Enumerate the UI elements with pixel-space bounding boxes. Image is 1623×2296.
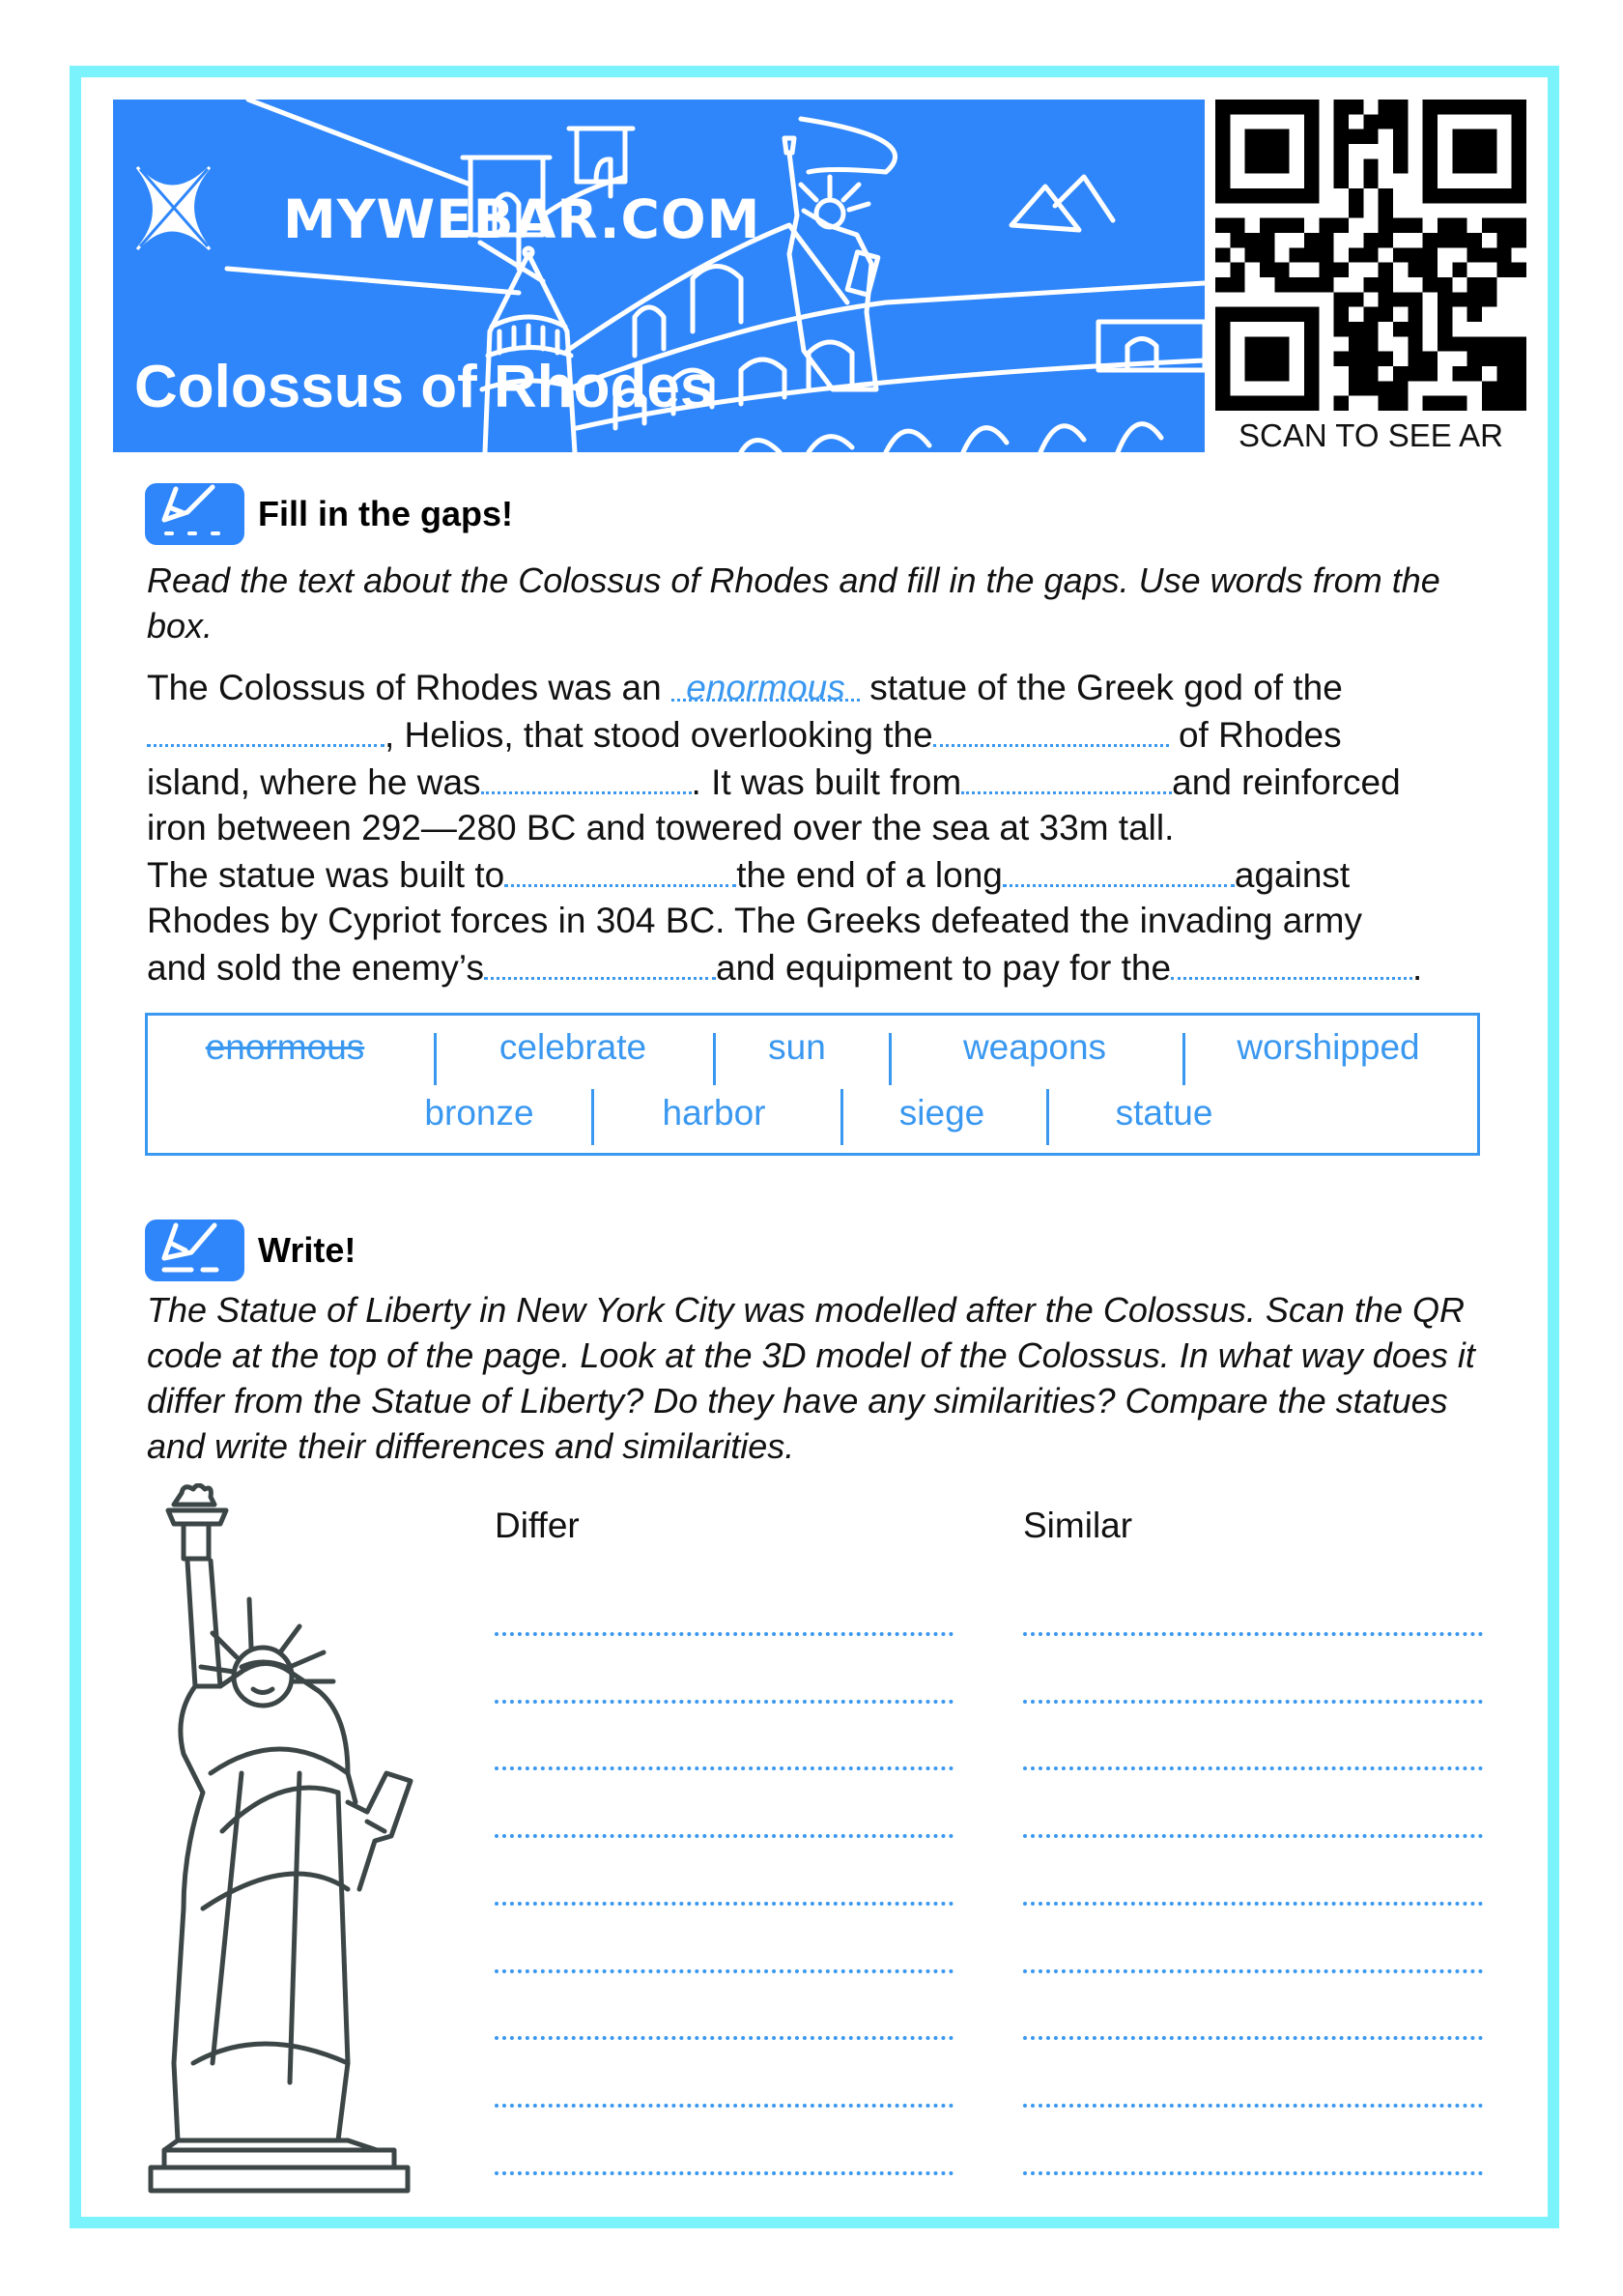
differ-line-input[interactable] xyxy=(495,1834,954,1838)
fill-instructions: Read the text about the Colossus of Rhodes and fill in the gaps. Use words from the box. xyxy=(147,560,1440,646)
similar-line-input[interactable] xyxy=(1023,2036,1483,2040)
similar-line-input[interactable] xyxy=(1023,2171,1483,2175)
gap-9-input[interactable] xyxy=(1171,943,1412,980)
mywebar-logo-icon xyxy=(137,167,210,249)
gap-8-input[interactable] xyxy=(484,943,716,980)
word-enormous[interactable]: enormous xyxy=(205,1027,365,1067)
passage-line-7: and sold the enemy’s and equipment to pay for the . xyxy=(147,943,1499,990)
similar-line-input[interactable] xyxy=(1023,1766,1483,1770)
word-separator xyxy=(434,1033,437,1085)
write-section-title: Write! xyxy=(258,1230,356,1270)
gap-3-input[interactable] xyxy=(933,710,1169,747)
gap-5-input[interactable] xyxy=(961,758,1172,794)
write-instructions: The Statue of Liberty in New York City was modelled after the Colossus. Scan the QR code at the top of the page. Look at the 3D model of the Colossus. In what way does it differ from the Statue of Liberty? Do they have any similarities? Compare the statues and write their differences and similarities. xyxy=(147,1290,1475,1466)
word-sun[interactable]: sun xyxy=(768,1027,826,1067)
gap-7-input[interactable] xyxy=(1003,850,1235,887)
passage-line-1: The Colossus of Rhodes was an enormous statue of the Greek god of the xyxy=(147,665,1499,710)
header-banner xyxy=(113,100,1205,452)
word-statue[interactable]: statue xyxy=(1115,1093,1213,1133)
word-celebrate[interactable]: celebrate xyxy=(498,1027,647,1067)
similar-line-input[interactable] xyxy=(1023,1902,1483,1906)
differ-line-input[interactable] xyxy=(495,2104,954,2108)
similar-line-input[interactable] xyxy=(1023,2104,1483,2108)
write-section-header xyxy=(145,1220,356,1281)
similar-line-input[interactable] xyxy=(1023,1834,1483,1838)
differ-line-input[interactable] xyxy=(495,1700,954,1704)
passage-line-5: The statue was built to the end of a long against xyxy=(147,850,1499,898)
fill-gaps-icon xyxy=(145,483,244,545)
differ-line-input[interactable] xyxy=(495,1969,954,1973)
word-bank xyxy=(145,1013,1480,1156)
gap-fill-passage xyxy=(147,665,1499,990)
word-separator xyxy=(1182,1033,1185,1085)
fill-section-title: Fill in the gaps! xyxy=(258,494,514,533)
differ-line-input[interactable] xyxy=(495,2171,954,2175)
word-worshipped[interactable]: worshipped xyxy=(1237,1027,1420,1067)
word-siege[interactable]: siege xyxy=(898,1093,985,1133)
gap-6-input[interactable] xyxy=(504,850,736,887)
differ-line-input[interactable] xyxy=(495,2036,954,2040)
differ-line-input[interactable] xyxy=(495,1766,954,1770)
gap-1-input[interactable]: enormous xyxy=(671,665,860,702)
differ-line-input[interactable] xyxy=(495,1632,954,1636)
similar-line-input[interactable] xyxy=(1023,1969,1483,1973)
word-bronze[interactable]: bronze xyxy=(424,1093,534,1133)
word-harbor[interactable]: harbor xyxy=(662,1093,766,1133)
passage-line-2: , Helios, that stood overlooking the of Rhodes xyxy=(147,710,1499,758)
word-separator xyxy=(1046,1089,1049,1145)
gap-2-input[interactable] xyxy=(147,710,384,747)
passage-line-3: island, where he was . It was built from and reinforced xyxy=(147,758,1499,805)
brand-name: MYWEBAR.COM xyxy=(283,188,761,250)
word-separator xyxy=(889,1033,892,1085)
gap-4-input[interactable] xyxy=(481,758,692,794)
passage-line-6: Rhodes by Cypriot forces in 304 BC. The Greeks defeated the invading army xyxy=(147,901,1362,940)
write-icon xyxy=(145,1220,244,1281)
qr-code-icon[interactable] xyxy=(1215,100,1526,411)
qr-caption: SCAN TO SEE AR xyxy=(1239,417,1503,453)
fill-section-header xyxy=(145,483,513,545)
similar-line-input[interactable] xyxy=(1023,1632,1483,1636)
word-separator xyxy=(713,1033,716,1085)
statue-of-liberty-illustration-icon xyxy=(145,1483,435,2198)
similar-line-input[interactable] xyxy=(1023,1700,1483,1704)
similar-column-heading: Similar xyxy=(1023,1506,1133,1545)
word-separator xyxy=(591,1089,594,1145)
passage-line-4: iron between 292—280 BC and towered over the sea at 33m tall. xyxy=(147,808,1175,847)
differ-column-heading: Differ xyxy=(495,1506,580,1545)
differ-line-input[interactable] xyxy=(495,1902,954,1906)
page-title: Colossus of Rhodes xyxy=(134,354,714,420)
word-separator xyxy=(840,1089,843,1145)
word-weapons[interactable]: weapons xyxy=(962,1027,1107,1067)
